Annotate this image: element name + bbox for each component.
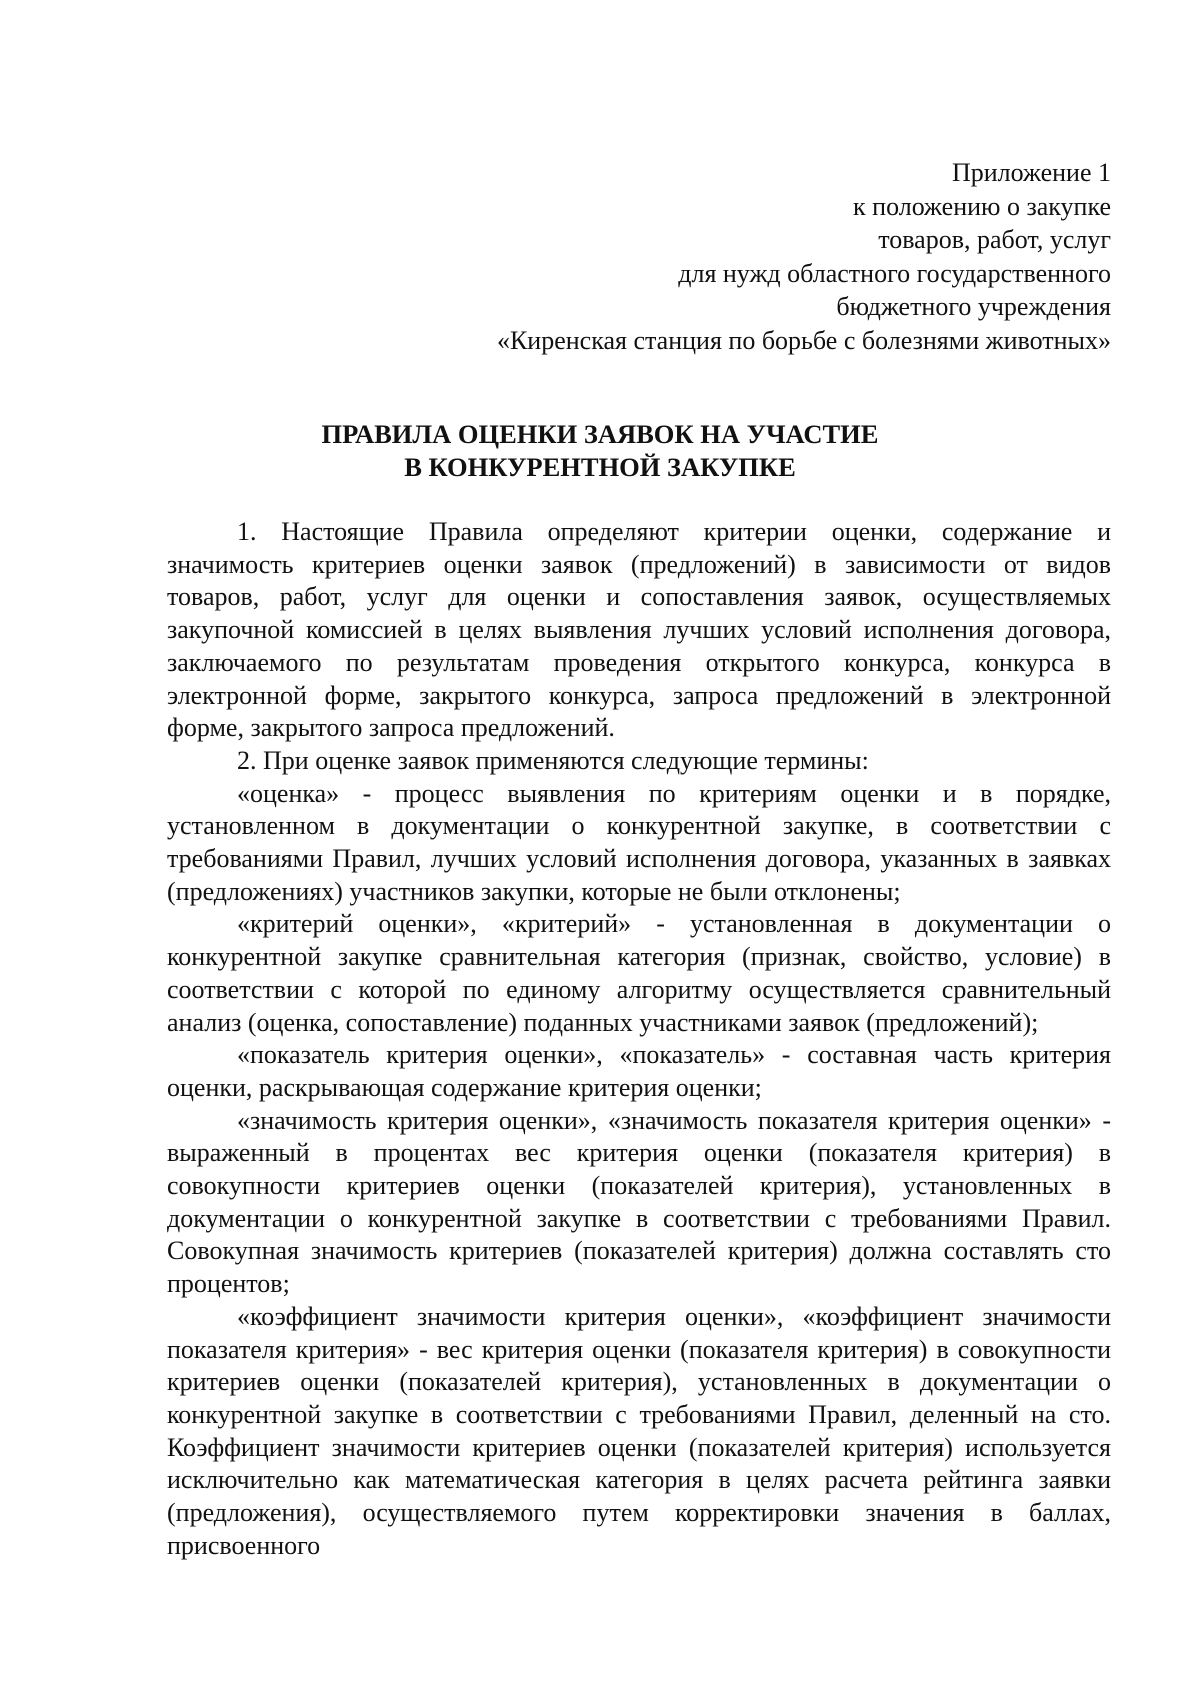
body-paragraph: «оценка» - процесс выявления по критериям оценки и в порядке, установленном в документации о конкурентной закупке, в соответствии с требованиями Правил, лучших условий исполнения договора, указанных в заявках (предложениях) участников закупки, которые не были отклонены; [167,778,1111,906]
body-paragraph: «показатель критерия оценки», «показатель» - составная часть критерия оценки, раскрывающая содержание критерия оценки; [167,1040,1111,1102]
appendix-header-line: товаров, работ, услуг [878,225,1111,254]
document-title-line: В КОНКУРЕНТНОЙ ЗАКУПКЕ [404,452,796,482]
appendix-header [311,156,1111,357]
document-title [0,418,1200,484]
body-paragraph: «значимость критерия оценки», «значимость показателя критерия оценки» - выраженный в процентах вес критерия оценки (показателя критерия) в совокупности критериев оценки (показателей критерия), установленных в документации о конкурентной закупке в соответствии с требованиями Правил. Совокупная значимость критериев (показателей критерия) должна составлять сто процентов; [167,1105,1111,1299]
appendix-header-line: бюджетного учреждения [836,292,1111,321]
appendix-header-line: к положению о закупке [853,191,1111,221]
body-paragraph: «критерий оценки», «критерий» - установленная в документации о конкурентной закупке сравнительная категория (признак, свойство, условие) в соответствии с которой по единому алгоритму осуществляется сравнительный анализ (оценка, сопоставление) поданных участниками заявок (предложений); [167,909,1111,1037]
body-paragraph: 1. Настоящие Правила определяют критерии оценки, содержание и значимость критериев оценки заявок (предложений) в зависимости от видов товаров, работ, услуг для оценки и сопоставления заявок, осуществляемых закупочной комиссией в целях выявления лучших условий исполнения договора, заключаемого по результатам проведения открытого конкурса, конкурса в электронной форме, закрытого конкурса, запроса предложений в электронной форме, закрытого запроса предложений. [167,517,1111,743]
body-paragraph: 2. При оценке заявок применяются следующие термины: [237,745,869,775]
document-title-line: ПРАВИЛА ОЦЕНКИ ЗАЯВОК НА УЧАСТИЕ [321,419,879,449]
appendix-header-line: Приложение 1 [951,158,1111,187]
appendix-header-line: «Киренская станция по борьбе с болезнями животных» [496,325,1111,355]
appendix-header-line: для нужд областного государственного [678,258,1111,288]
document-body [167,516,1111,1563]
body-paragraph: «коэффициент значимости критерия оценки», «коэффициент значимости показателя критерия» - вес критерия оценки (показателя критерия) в совокупности критериев оценки (показателей критерия), установленных в документации о конкурентной закупке в соответствии с требованиями Правил, деленный на сто. Коэффициент значимости критериев оценки (показателей критерия) используется исключительно как математическая категория в целях расчета рейтинга заявки (предложения), осуществляемого путем корректировки значения в баллах, присвоенного [167,1301,1111,1560]
